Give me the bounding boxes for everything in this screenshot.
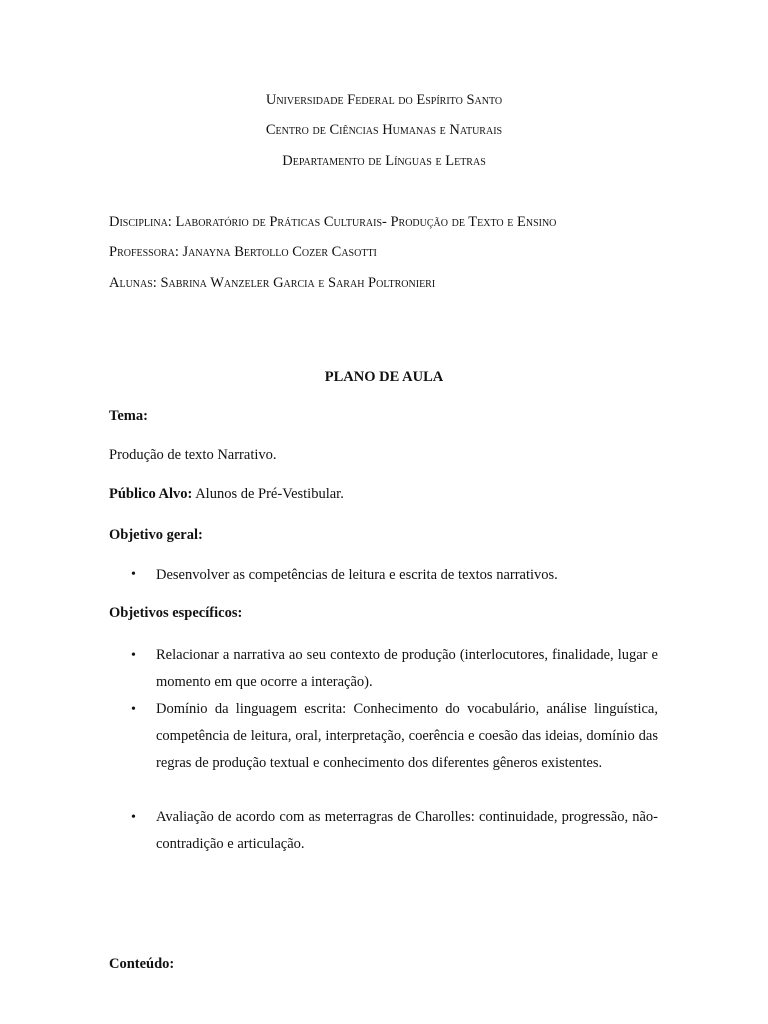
objetivo-geral-label: Objetivo geral: [109,527,203,543]
tema-value: Produção de texto Narrativo. [109,447,277,463]
page-title: PLANO DE AULA [324,369,444,385]
publico-value: Alunos de Pré-Vestibular. [192,486,344,502]
bullet-icon: • [131,648,136,663]
header-university: Universidade Federal do Espírito Santo [265,92,503,108]
bullet-icon: • [131,567,136,582]
conteudo-label: Conteúdo: [109,956,175,972]
objetivo-especifico-item: Domínio da linguagem escrita: Conhecimento do vocabulário, análise linguística, competência de leitura, oral, interpretação, coerência e coesão das ideias, domínio das regras de produção textual e conhecimento dos diferentes gêneros existentes. [156,701,658,771]
info-professora: Professora: Janayna Bertollo Cozer Casotti [109,244,377,260]
objetivo-especifico-item: Relacionar a narrativa ao seu contexto de produção (interlocutores, finalidade, lugar e momento em que ocorre a interação). [156,647,658,690]
header-departamento: Departamento de Línguas e Letras [282,153,486,169]
header-centro: Centro de Ciências Humanas e Naturais [265,122,503,138]
objetivo-especifico-item: Avaliação de acordo com as meterragras de Charolles: continuidade, progressão, não-contradição e articulação. [156,809,658,852]
info-alunas: Alunas: Sabrina Wanzeler Garcia e Sarah Poltronieri [109,275,436,291]
objetivos-especificos-label: Objetivos específicos: [109,605,243,621]
publico-label: Público Alvo: [109,486,193,502]
bullet-icon: • [131,702,136,717]
tema-label: Tema: [109,408,148,424]
publico-line [109,486,344,503]
objetivo-geral-item: Desenvolver as competências de leitura e escrita de textos narrativos. [156,567,558,583]
bullet-icon: • [131,810,136,825]
info-disciplina: Disciplina: Laboratório de Práticas Culturais- Produção de Texto e Ensino [109,214,557,230]
